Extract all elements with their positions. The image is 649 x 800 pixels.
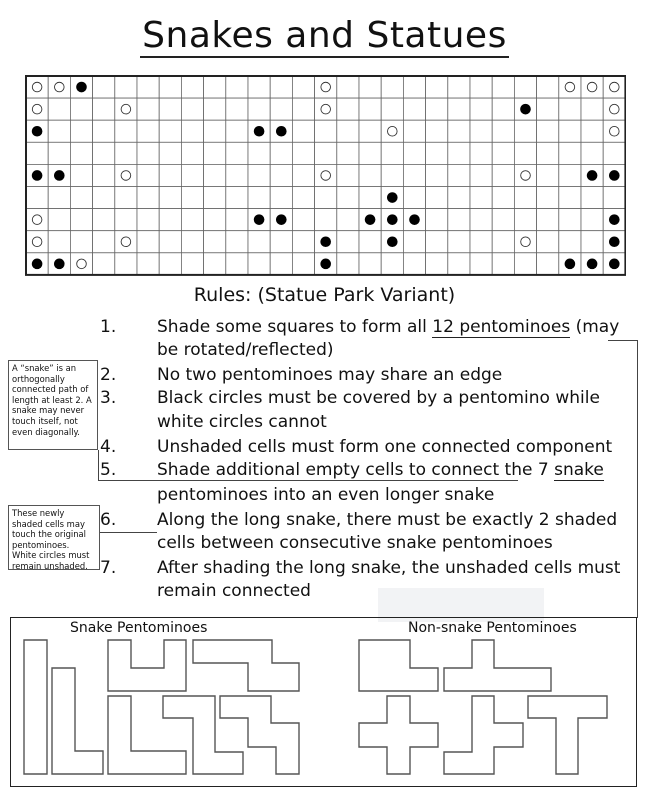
rule-text: remain connected <box>157 581 311 601</box>
rule-text: Shade additional empty cells to connect the 7 <box>157 460 555 480</box>
snake-pentominoes-label: Snake Pentominoes <box>70 620 208 636</box>
rule-number: 1. <box>100 317 117 337</box>
pentomino-f-shape <box>444 696 523 774</box>
underlined-text: snake <box>554 460 604 480</box>
rule-text: Shade some squares to form all <box>157 317 433 337</box>
rule-number: 4. <box>100 437 117 457</box>
rule-text: white circles cannot <box>157 412 327 432</box>
rule-number: 6. <box>100 510 117 530</box>
rule-text: be rotated/reflected) <box>157 340 334 360</box>
rule-number: 2. <box>100 365 117 385</box>
rule-text: (may <box>570 317 620 337</box>
pentomino-x-shape <box>359 696 438 774</box>
pentomino-p-shape <box>359 640 438 691</box>
rule-number: 5. <box>100 460 117 480</box>
rules-heading: Rules: (Statue Park Variant) <box>193 284 456 306</box>
pentomino-y-shape <box>444 640 551 691</box>
rule-text: cells between consecutive snake pentominoes <box>157 533 553 553</box>
rule-text: Unshaded cells must form one connected component <box>157 437 613 457</box>
rule-text: pentominoes into an even longer snake <box>157 485 495 505</box>
note-newly-shaded: These newly shaded cells may touch the original pentominoes. White circles must remain unshaded. <box>8 505 100 570</box>
underlined-text: 12 pentominoes <box>432 317 571 337</box>
pentomino-u-shape <box>108 640 186 691</box>
non-snake-pentominoes-label: Non-snake Pentominoes <box>408 620 577 636</box>
note-snake-definition: A “snake” is an orthogonally connected path of length at least 2. A snake may never touch itself, not even diagonally. <box>8 360 98 450</box>
rule-number: 3. <box>100 388 117 408</box>
rule-text: After shading the long snake, the unshaded cells must <box>157 558 621 578</box>
title-text: Snakes and Statues <box>142 15 507 56</box>
pentomino-n-shape <box>193 640 299 691</box>
pentomino-i-shape <box>24 640 47 774</box>
rule-text: No two pentominoes may share an edge <box>157 365 503 385</box>
rule-text: Black circles must be covered by a pentomino while <box>157 388 600 408</box>
pentomino-l-shape <box>52 668 103 774</box>
rule-number: 7. <box>100 558 117 578</box>
rule-text: Along the long snake, there must be exactly 2 shaded <box>157 510 618 530</box>
pentomino-t-shape <box>528 696 607 774</box>
